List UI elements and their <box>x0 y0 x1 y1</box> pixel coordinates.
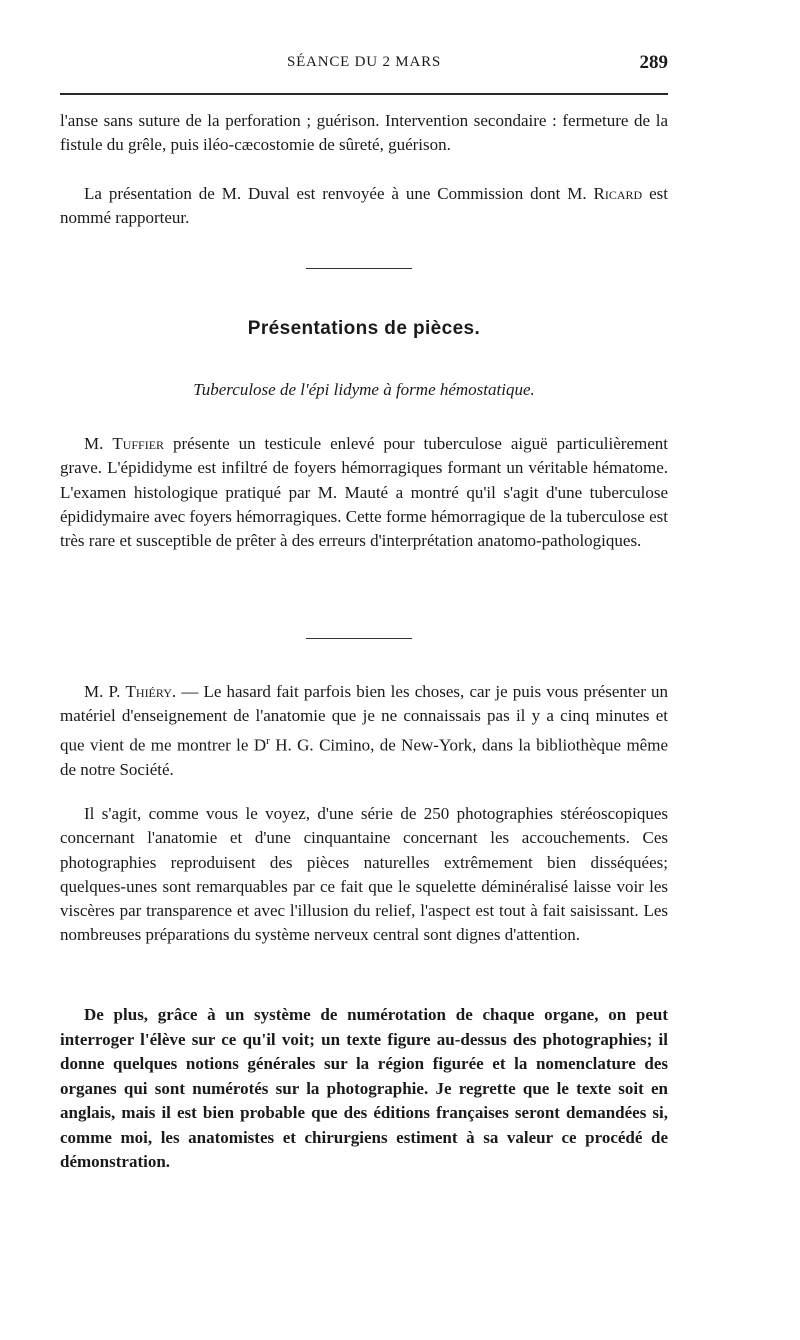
running-title: SÉANCE DU 2 MARS <box>286 54 442 70</box>
section-divider-top <box>306 268 412 269</box>
thiery-paragraph-3: De plus, grâce à un système de numérotation de chaque organe, on peut interroger l'élève sur ce qu'il voit; un texte figure au-dessus des photographies; il donne quelques notions générales sur la région figurée et la nomenclature des organes qui sont numérotés sur la photographie. Je regrette que le texte soit en anglais, mais il est bien probable que des éditions françaises seront demandées si, comme moi, les anatomistes et chirurgiens estiment à sa valeur ce procédé de démonstration. <box>60 1005 668 1172</box>
thiery-paragraph-1 <box>60 680 668 782</box>
rapporteur-name: Ricard <box>593 184 643 203</box>
thiery-name: Thiéry <box>125 682 172 701</box>
tuffier-text: présente un testicule enlevé pour tuberculose aiguë particulièrement grave. L'épididyme est infiltré de foyers hémorragiques formant un véritable hématome. L'examen histologique pratiqué par M. Mauté a montré qu'il s'agit d'une tuberculose épididymaire avec foyers hémorragiques. Cette forme hémorragique de la tuberculose est très rare et susceptible de prêter à des erreurs d'interprétation anatomo-pathologiques. <box>60 434 668 551</box>
section-heading: Présentations de pièces. <box>247 318 481 339</box>
section-divider-bottom <box>306 638 412 639</box>
thiery-text-b: H. G. Cimino, de New-York, dans la bibliothèque même de notre Société. <box>60 735 668 779</box>
intro-text-before-name: La présentation de M. Duval est renvoyée à une Commission dont M. <box>84 184 594 203</box>
tuffier-name: Tuffier <box>112 434 165 453</box>
tuffier-paragraph <box>60 432 668 553</box>
header-rule <box>60 93 668 95</box>
page-header <box>60 52 668 82</box>
section-subheading: Tuberculose de l'épi lidyme à forme hémostatique. <box>193 380 535 399</box>
thiery-prefix: M. P. <box>84 682 126 701</box>
intro-paragraph-1: l'anse sans suture de la perforation ; guérison. Intervention secondaire : fermeture de la fistule du grêle, puis iléo-cæcostomie de sûreté, guérison. <box>60 111 668 155</box>
thiery-paragraph-2: Il s'agit, comme vous le voyez, d'une série de 250 photographies stéréoscopiques concernant l'anatomie et d'une cinquantaine concernant les accouchements. Ces photographies reproduisent des pièces naturelles extrêmement bien disséquées; quelques-unes sont remarquables par ce fait que le squelette déminéralisé laisse voir les viscères par transparence et avec l'illusion du relief, l'aspect est tout à fait saisissant. Les nombreuses préparations du système nerveux central sont dignes d'attention. <box>60 804 668 945</box>
doctor-superscript: r <box>266 734 270 747</box>
intro-paragraph-2 <box>60 182 668 231</box>
intro-text-after-name: est nommé rapporteur. <box>60 184 668 228</box>
thiery-text-a: . — Le hasard fait parfois bien les choses, car je puis vous présenter un matériel d'enseignement de l'anatomie que je ne connaissais pas il y a cinq minutes et que vient de me montrer le D <box>60 682 669 755</box>
page-number: 289 <box>639 52 668 73</box>
tuffier-prefix: M. <box>84 434 113 453</box>
